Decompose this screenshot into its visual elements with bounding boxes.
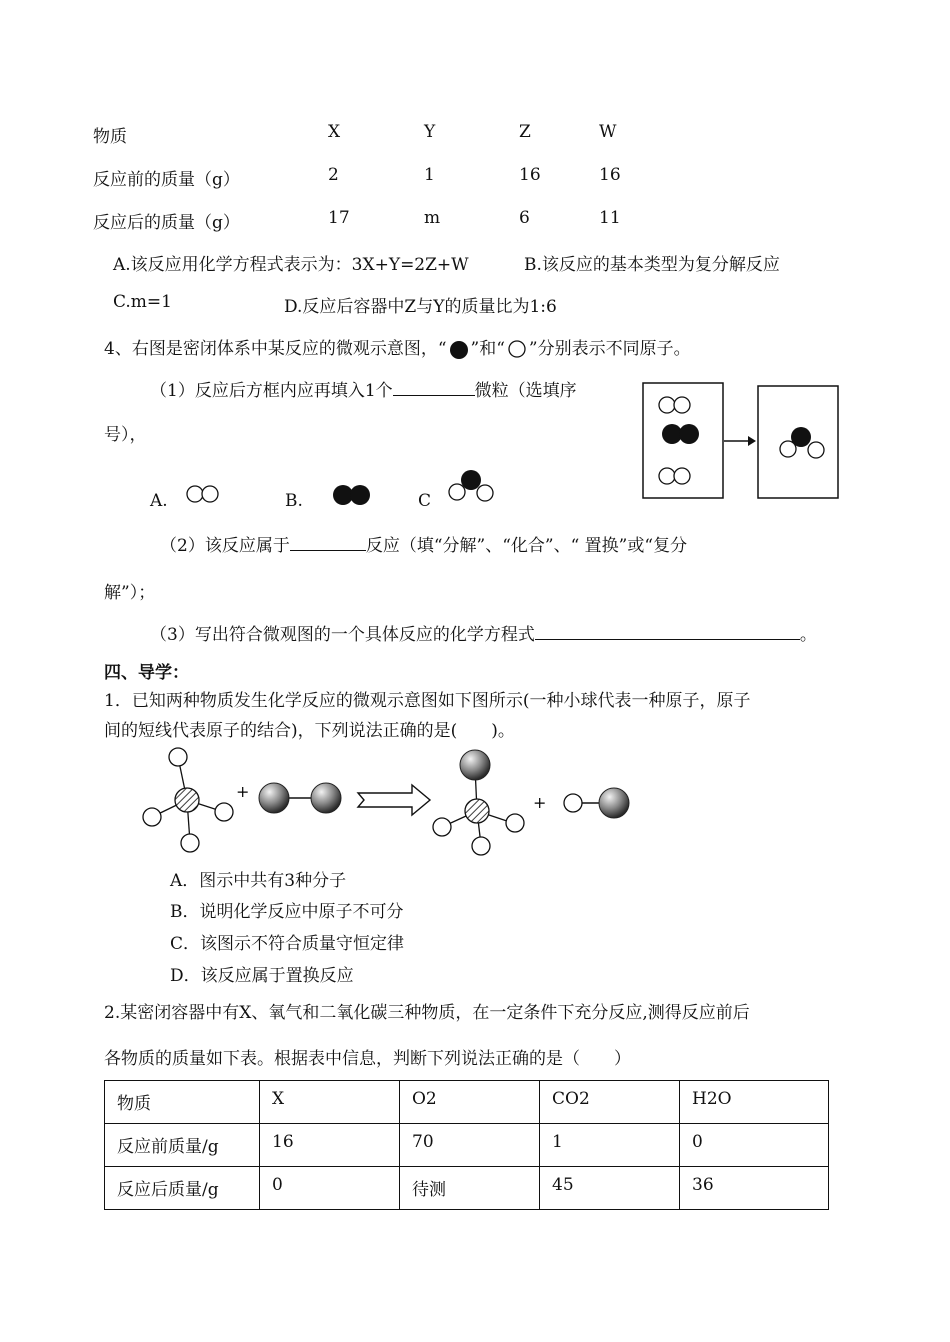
q2-stem-line2: 各物质的质量如下表。根据表中信息，判断下列说法正确的是（ ） <box>104 1049 631 1069</box>
table1-cell: 反应前的质量（g） <box>93 170 240 190</box>
table1-cell: 16 <box>599 165 621 185</box>
q3-option-c: C.m=1 <box>113 292 172 312</box>
q4-part2-cont: 解”）； <box>104 583 156 603</box>
table2-header-cell: 物质 <box>105 1081 260 1124</box>
table2-cell: 待测 <box>400 1167 540 1210</box>
table2-cell: 36 <box>680 1167 829 1210</box>
black-atom-icon <box>447 340 471 360</box>
table1-cell: 1 <box>424 165 435 185</box>
reaction-arrow-icon <box>358 785 430 815</box>
reaction-diagram <box>640 380 855 502</box>
table2-header-cell: X <box>260 1081 400 1124</box>
section-title: 四、导学： <box>104 663 189 683</box>
molecule-compound-icon <box>442 468 500 506</box>
table1-cell: 6 <box>519 208 530 228</box>
molecular-reaction-figure <box>130 745 640 860</box>
q4-stem-part: ”分别表示不同原子。 <box>528 339 691 359</box>
table1-cell: 反应后的质量（g） <box>93 213 240 233</box>
black-atom-icon <box>679 424 699 444</box>
table2-cell: 反应后质量/g <box>105 1167 260 1210</box>
table1-header-cell: Y <box>424 122 436 142</box>
table1-header-cell: 物质 <box>93 127 127 147</box>
table2-header-cell: H2O <box>680 1081 829 1124</box>
reactant-molecule-2 <box>259 783 341 813</box>
answer-blank[interactable] <box>290 532 366 551</box>
white-atom-icon <box>505 340 529 360</box>
q4-part1-text: （1）反应后方框内应再填入1个 <box>150 381 393 401</box>
q4-stem-part: ”和“ <box>470 339 505 359</box>
white-atom-icon <box>659 397 675 413</box>
white-atom-icon <box>659 468 675 484</box>
q3-option-b: B.该反应的基本类型为复分解反应 <box>524 255 780 275</box>
q1-stem-line2: 间的短线代表原子的结合)，下列说法正确的是( )。 <box>104 721 515 741</box>
table2-cell: 45 <box>540 1167 680 1210</box>
q4-part1 <box>150 376 577 401</box>
table2-cell: 0 <box>260 1167 400 1210</box>
product-molecule-1 <box>433 750 524 855</box>
molecule-two-white-icon <box>184 482 224 506</box>
product-molecule-2 <box>564 788 629 818</box>
q4-option-b-label: B. <box>285 491 303 511</box>
table2-cell: 16 <box>260 1124 400 1167</box>
table1-cell: 2 <box>328 165 339 185</box>
table2-cell: 1 <box>540 1124 680 1167</box>
table1-header-cell: W <box>599 122 617 142</box>
q1-option-c: C．该图示不符合质量守恒定律 <box>170 934 405 954</box>
q2-stem-line1: 2.某密闭容器中有X、氧气和二氧化碳三种物质，在一定条件下充分反应,测得反应前后 <box>104 1003 750 1023</box>
table2-header-cell: O2 <box>400 1081 540 1124</box>
q4-part3 <box>150 620 817 645</box>
table2-cell: 0 <box>680 1124 829 1167</box>
arrow-head-icon <box>748 436 756 446</box>
q4-stem <box>104 334 691 360</box>
q1-option-a: A．图示中共有3种分子 <box>170 871 347 891</box>
table2-cell: 反应前质量/g <box>105 1124 260 1167</box>
table-row <box>105 1124 829 1167</box>
q4-part2 <box>160 531 687 556</box>
molecule-two-black-icon <box>328 482 376 508</box>
q1-option-d: D．该反应属于置换反应 <box>170 966 354 986</box>
white-atom-icon <box>780 441 796 457</box>
table2-header-cell: CO2 <box>540 1081 680 1124</box>
q4-stem-part: 4、右图是密闭体系中某反应的微观示意图，“ <box>104 339 447 359</box>
q4-part3-text: 。 <box>799 625 817 645</box>
reactant-molecule-1 <box>143 748 233 852</box>
q1-stem-line1: 1．已知两种物质发生化学反应的微观示意图如下图所示(一种小球代表一种原子，原子 <box>104 691 751 711</box>
table1-cell: m <box>424 208 441 228</box>
q4-part2-text: 反应（填“分解”、“化合”、“ 置换”或“复分 <box>365 536 688 556</box>
table1-cell: 16 <box>519 165 541 185</box>
table2-cell: 70 <box>400 1124 540 1167</box>
q4-part1-cont: 号）， <box>104 425 147 445</box>
q4-part1-text: 微粒（选填序 <box>474 381 577 401</box>
table1-header-cell: Z <box>519 122 531 142</box>
q4-part3-text: （3）写出符合微观图的一个具体反应的化学方程式 <box>150 625 535 645</box>
table-row <box>105 1167 829 1210</box>
white-atom-icon <box>674 397 690 413</box>
table2 <box>104 1080 829 1210</box>
table-row <box>105 1081 829 1124</box>
plus-sign: + <box>236 782 250 801</box>
q3-option-a: A.该反应用化学方程式表示为：3X+Y=2Z+W <box>113 255 469 275</box>
white-atom-icon <box>808 442 824 458</box>
white-atom-icon <box>674 468 690 484</box>
table1-cell: 11 <box>599 208 621 228</box>
plus-sign: + <box>533 793 547 812</box>
answer-blank[interactable] <box>393 377 475 396</box>
q1-option-b: B．说明化学反应中原子不可分 <box>170 902 404 922</box>
q3-option-d: D.反应后容器中Z与Y的质量比为1:6 <box>284 297 557 317</box>
answer-blank[interactable] <box>535 621 800 640</box>
table1-header-cell: X <box>328 122 341 142</box>
table1-cell: 17 <box>328 208 350 228</box>
q4-option-c-label: C <box>418 491 432 511</box>
q4-part2-text: （2）该反应属于 <box>160 536 290 556</box>
q4-option-a-label: A. <box>150 491 168 511</box>
